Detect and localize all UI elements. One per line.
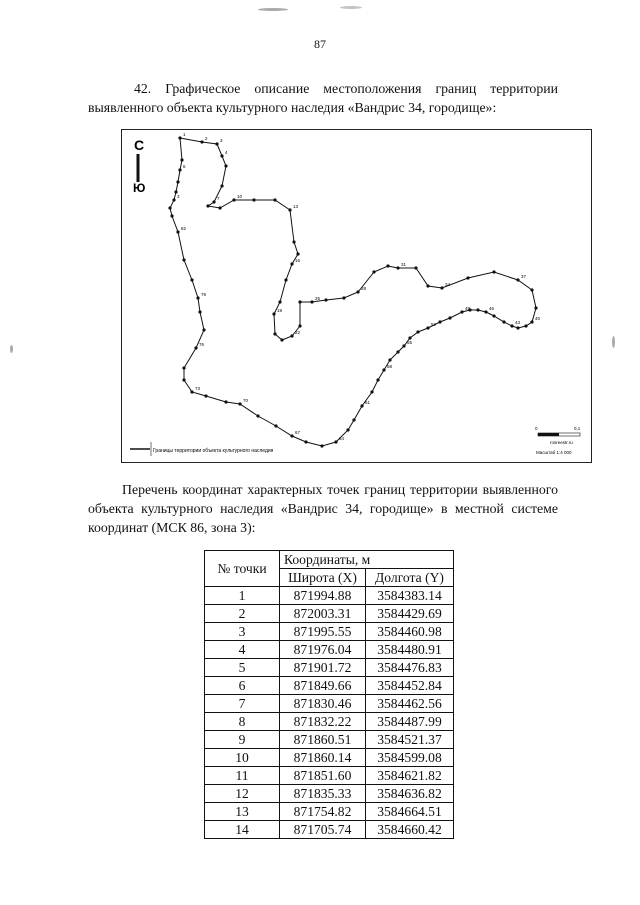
cell-latitude: 871860.14	[280, 749, 366, 767]
cell-point-number: 6	[205, 677, 280, 695]
boundary-point	[182, 378, 185, 381]
boundary-point	[278, 300, 281, 303]
point-label: 67	[295, 430, 301, 435]
boundary-point	[502, 320, 505, 323]
cell-longitude: 3584462.56	[366, 695, 454, 713]
point-label: 76	[199, 342, 205, 347]
boundary-point	[324, 298, 327, 301]
boundary-point	[272, 312, 275, 315]
point-label: 49	[465, 306, 471, 311]
boundary-point	[290, 334, 293, 337]
point-label: 61	[365, 400, 371, 405]
boundary-point	[516, 278, 519, 281]
boundary-point	[524, 324, 527, 327]
boundary-line	[168, 136, 537, 447]
boundary-point	[274, 424, 277, 427]
header-coordinates: Координаты, м	[280, 551, 454, 569]
point-label: 46	[489, 306, 495, 311]
boundary-point	[170, 214, 173, 217]
cell-longitude: 3584452.84	[366, 677, 454, 695]
scan-noise	[10, 345, 13, 353]
cell-longitude: 3584383.14	[366, 587, 454, 605]
boundary-point	[448, 316, 451, 319]
boundary-point	[466, 276, 469, 279]
cell-longitude: 3584460.98	[366, 623, 454, 641]
cell-longitude: 3584599.08	[366, 749, 454, 767]
cell-point-number: 14	[205, 821, 280, 839]
boundary-point	[182, 366, 185, 369]
boundary-point	[352, 418, 355, 421]
cell-longitude: 3584660.42	[366, 821, 454, 839]
boundary-point	[492, 314, 495, 317]
coordinates-table-body	[205, 587, 454, 839]
boundary-point	[386, 264, 389, 267]
boundary-point	[416, 330, 419, 333]
cell-longitude: 3584429.69	[366, 605, 454, 623]
boundary-point	[426, 284, 429, 287]
boundary-point	[204, 394, 207, 397]
boundary-point	[220, 154, 223, 157]
cell-longitude: 3584476.83	[366, 659, 454, 677]
point-label: 70	[243, 398, 249, 403]
point-label: 13	[293, 204, 299, 209]
cell-longitude: 3584521.37	[366, 731, 454, 749]
table-row	[205, 587, 454, 605]
cell-longitude: 3584621.82	[366, 767, 454, 785]
cell-latitude: 871976.04	[280, 641, 366, 659]
south-label: Ю	[133, 181, 146, 195]
table-row	[205, 695, 454, 713]
cell-longitude: 3584480.91	[366, 641, 454, 659]
boundary-point	[212, 200, 215, 203]
table-row	[205, 713, 454, 731]
boundary-point	[218, 206, 221, 209]
cell-point-number: 5	[205, 659, 280, 677]
boundary-map	[121, 129, 592, 463]
boundary-point	[252, 198, 255, 201]
point-label: 79	[201, 292, 207, 297]
boundary-point	[200, 140, 203, 143]
boundary-point	[178, 136, 181, 139]
cell-point-number: 9	[205, 731, 280, 749]
table-row	[205, 677, 454, 695]
boundary-point	[334, 440, 337, 443]
legend-text: Границы территории объекта культурного наследия	[153, 448, 274, 454]
boundary-point	[382, 368, 385, 371]
boundary-point	[176, 180, 179, 183]
table-row	[205, 803, 454, 821]
point-label: 58	[387, 364, 393, 369]
point-label: 22	[295, 330, 301, 335]
boundary-point	[376, 378, 379, 381]
boundary-point	[215, 142, 218, 145]
coordinates-table	[204, 550, 454, 839]
cell-latitude: 871835.33	[280, 785, 366, 803]
boundary-point	[288, 208, 291, 211]
point-label: 25	[315, 296, 321, 301]
boundary-point	[238, 402, 241, 405]
scale-bar-fill	[538, 433, 559, 436]
boundary-point	[176, 230, 179, 233]
boundary-point	[530, 288, 533, 291]
page-number: 87	[314, 37, 326, 51]
boundary-point	[414, 266, 417, 269]
cell-point-number: 1	[205, 587, 280, 605]
boundary-point	[284, 278, 287, 281]
table-row	[205, 785, 454, 803]
boundary-point	[206, 204, 209, 207]
boundary-point	[396, 266, 399, 269]
boundary-point	[534, 306, 537, 309]
north-label: С	[134, 137, 145, 153]
cell-point-number: 13	[205, 803, 280, 821]
boundary-point	[516, 326, 519, 329]
boundary-point	[273, 332, 276, 335]
map-source: rosreestr.ru	[550, 440, 573, 445]
table-row	[205, 659, 454, 677]
point-label: 31	[401, 262, 407, 267]
header-point-number: № точки	[205, 551, 280, 587]
boundary-point	[280, 338, 283, 341]
point-label: 37	[521, 274, 527, 279]
point-label: 1	[183, 132, 186, 137]
boundary-point	[296, 252, 299, 255]
scan-noise	[612, 336, 615, 348]
cell-longitude: 3584664.51	[366, 803, 454, 821]
boundary-point	[182, 258, 185, 261]
boundary-point	[190, 390, 193, 393]
point-label: 64	[339, 436, 345, 441]
boundary-point	[190, 278, 193, 281]
table-row	[205, 731, 454, 749]
coordinate-list-intro: Перечень координат характерных точек границ территории выявленного объекта культурного наследия «Вандрис 34, городище» в местной системе координат (МСК 86, зона 3):	[88, 482, 558, 535]
boundary-point	[290, 434, 293, 437]
boundary-point	[202, 328, 205, 331]
point-label: 4	[225, 150, 228, 155]
point-label: 16	[295, 258, 301, 263]
boundary-point	[484, 310, 487, 313]
cell-point-number: 11	[205, 767, 280, 785]
boundary-point	[438, 320, 441, 323]
scan-noise	[340, 6, 362, 9]
cell-point-number: 2	[205, 605, 280, 623]
boundary-point	[346, 428, 349, 431]
point-label: 10	[237, 194, 243, 199]
cell-longitude: 3584636.82	[366, 785, 454, 803]
boundary-point	[440, 286, 443, 289]
point-label: 34	[445, 282, 451, 287]
boundary-point	[292, 240, 295, 243]
boundary-point	[172, 198, 175, 201]
cell-longitude: 3584487.99	[366, 713, 454, 731]
table-row	[205, 821, 454, 839]
point-label: 3	[220, 138, 223, 143]
cell-latitude: 871860.51	[280, 731, 366, 749]
cell-point-number: 4	[205, 641, 280, 659]
point-label: 40	[535, 316, 541, 321]
boundary-point	[180, 158, 183, 161]
table-row	[205, 605, 454, 623]
boundary-map-drawing	[122, 130, 591, 462]
boundary-point	[396, 350, 399, 353]
boundary-point	[370, 390, 373, 393]
cell-latitude: 871995.55	[280, 623, 366, 641]
point-label: 28	[361, 286, 367, 291]
cell-point-number: 12	[205, 785, 280, 803]
boundary-point	[194, 346, 197, 349]
cell-point-number: 8	[205, 713, 280, 731]
boundary-point	[220, 184, 223, 187]
boundary-point	[304, 440, 307, 443]
table-row	[205, 641, 454, 659]
point-label: 43	[515, 320, 521, 325]
boundary-point	[426, 326, 429, 329]
boundary-point	[232, 198, 235, 201]
cell-latitude: 871994.88	[280, 587, 366, 605]
boundary-point	[168, 206, 171, 209]
cell-point-number: 7	[205, 695, 280, 713]
scale-tick-0: 0	[535, 426, 538, 431]
table-row	[205, 623, 454, 641]
boundary-point	[256, 414, 259, 417]
point-label: 2	[205, 136, 208, 141]
point-label: 7	[217, 196, 220, 201]
header-latitude: Широта (X)	[280, 569, 366, 587]
boundary-point	[310, 300, 313, 303]
scan-noise	[258, 8, 288, 11]
table-row	[205, 749, 454, 767]
point-label: 73	[195, 386, 201, 391]
cell-latitude: 871832.22	[280, 713, 366, 731]
boundary-point	[492, 270, 495, 273]
table-row	[205, 767, 454, 785]
boundary-point	[320, 444, 323, 447]
cell-latitude: 871830.46	[280, 695, 366, 713]
boundary-point	[224, 400, 227, 403]
boundary-point	[356, 290, 359, 293]
boundary-point	[402, 344, 405, 347]
cell-point-number: 3	[205, 623, 280, 641]
point-labels	[177, 132, 541, 441]
cell-latitude: 871705.74	[280, 821, 366, 839]
boundary-point	[196, 296, 199, 299]
cell-point-number: 10	[205, 749, 280, 767]
boundary-point	[198, 310, 201, 313]
boundary-point	[298, 324, 301, 327]
boundary-point	[530, 320, 533, 323]
cell-latitude: 871754.82	[280, 803, 366, 821]
cell-latitude: 871901.72	[280, 659, 366, 677]
point-label: 3	[177, 194, 180, 199]
boundary-point	[178, 168, 181, 171]
point-label: 52	[431, 322, 437, 327]
boundary-point	[224, 164, 227, 167]
boundary-point	[510, 324, 513, 327]
boundary-point	[342, 296, 345, 299]
boundary-point	[388, 358, 391, 361]
point-label: 6	[183, 164, 186, 169]
map-scale-text: Масштаб 1:4 000	[536, 450, 572, 455]
cell-latitude: 871849.66	[280, 677, 366, 695]
point-label: 55	[407, 340, 413, 345]
boundary-point	[460, 310, 463, 313]
cell-latitude: 871851.60	[280, 767, 366, 785]
boundary-point	[290, 262, 293, 265]
boundary-point	[298, 300, 301, 303]
point-label: 19	[277, 308, 283, 313]
boundary-point	[372, 270, 375, 273]
section-heading: 42. Графическое описание местоположения границ территории выявленного объекта культурного наследия «Вандрис 34, городище»:	[88, 81, 558, 115]
cell-latitude: 872003.31	[280, 605, 366, 623]
header-longitude: Долгота (Y)	[366, 569, 454, 587]
boundary-polyline	[170, 138, 536, 446]
point-label: 82	[181, 226, 187, 231]
boundary-point	[476, 308, 479, 311]
boundary-point	[273, 198, 276, 201]
boundary-point	[360, 404, 363, 407]
scale-tick-1: 0,1	[574, 426, 581, 431]
